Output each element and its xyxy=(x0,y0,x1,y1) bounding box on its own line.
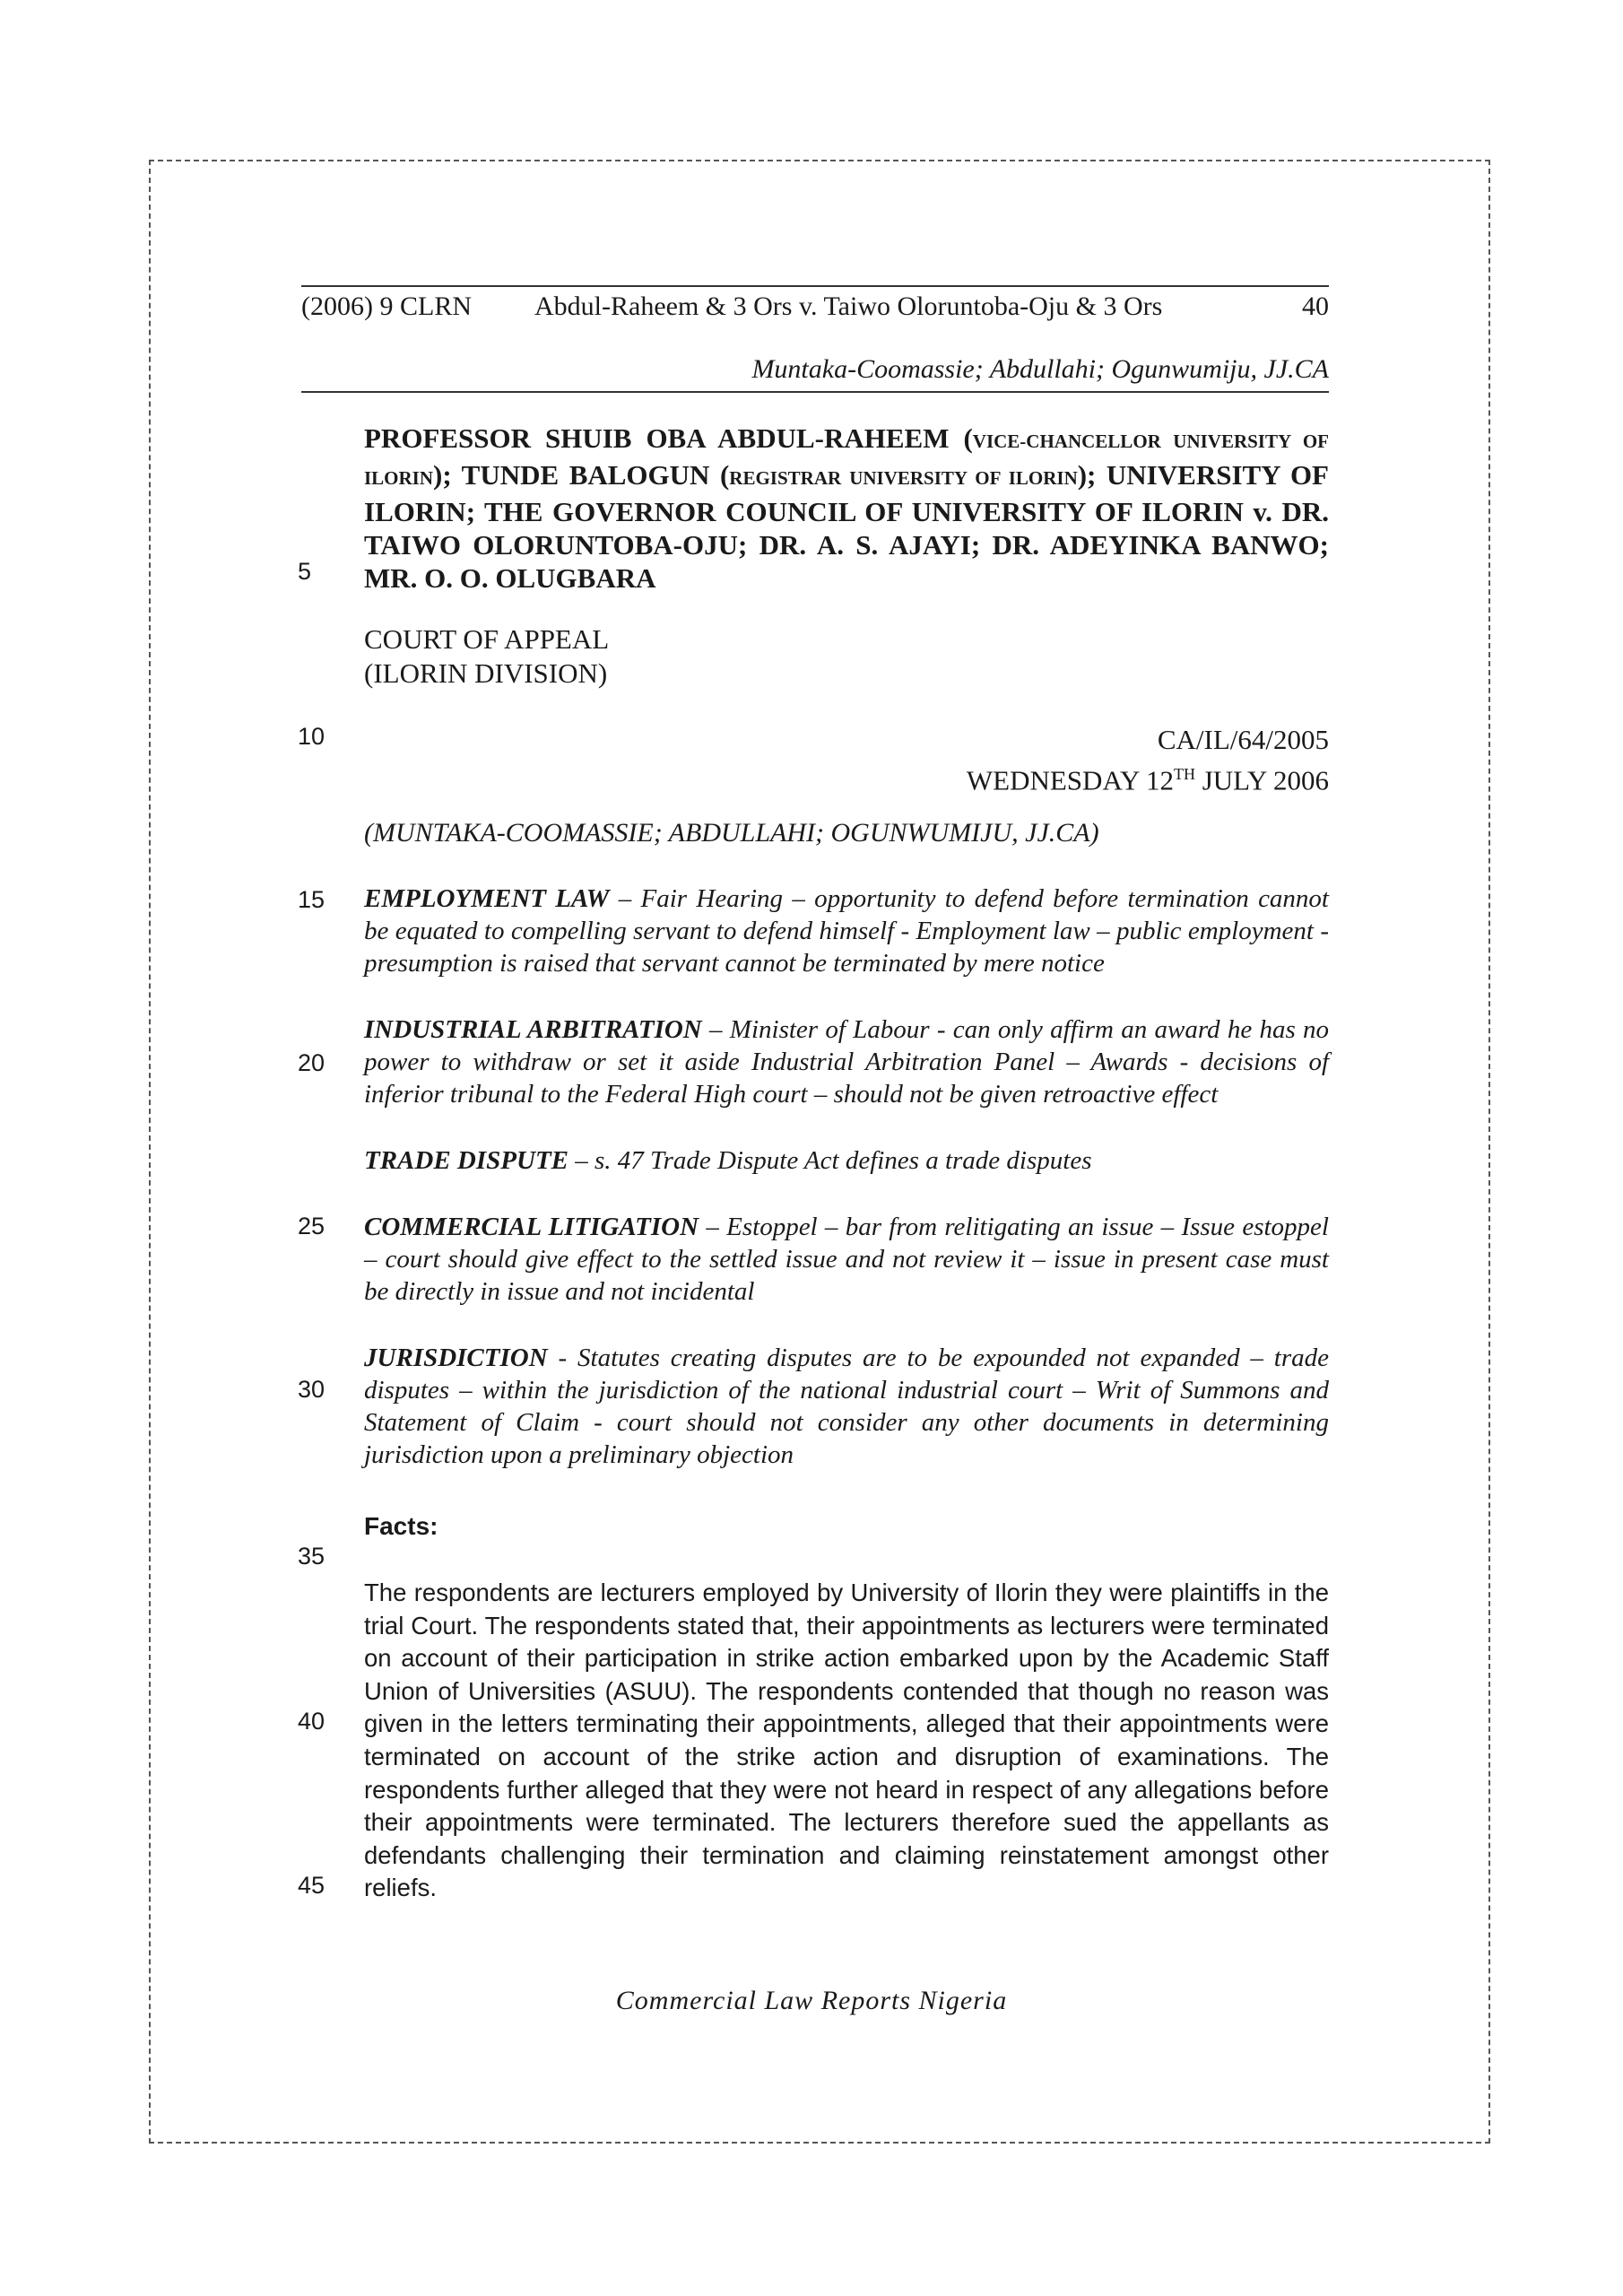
case-number: CA/IL/64/2005 xyxy=(1157,724,1329,755)
topic-heading: COMMERCIAL LITIGATION xyxy=(364,1213,699,1241)
line-number: 45 xyxy=(298,1872,325,1899)
topic-heading: EMPLOYMENT LAW xyxy=(364,884,610,913)
topic-heading: TRADE DISPUTE xyxy=(364,1146,569,1175)
party-text: ); TUNDE BALOGUN ( xyxy=(433,459,730,491)
party-text: PROFESSOR SHUIB OBA ABDUL-RAHEEM ( xyxy=(364,422,973,454)
topic-text: - Statutes creating disputes are to be expounded not expanded – trade disputes – within the jurisdiction of the national industrial court – Writ of Summons and Statement of Claim - court should not consider any other documents in determining jurisdiction upon a preliminary objection xyxy=(364,1344,1329,1469)
line-number: 5 xyxy=(298,558,312,585)
topic-text: – s. 47 Trade Dispute Act defines a trade disputes xyxy=(568,1146,1092,1175)
topic-heading: JURISDICTION xyxy=(364,1344,548,1372)
catchword-topic xyxy=(364,1144,1329,1177)
header-rule-bottom xyxy=(301,391,1329,393)
coram: (MUNTAKA-COOMASSIE; ABDULLAHI; OGUNWUMIJU, JJ.CA) xyxy=(364,818,1099,848)
line-number: 10 xyxy=(298,723,325,750)
parties xyxy=(364,422,1329,595)
line-number: 25 xyxy=(298,1213,325,1239)
date-text: WEDNESDAY 12 xyxy=(966,764,1174,796)
line-number: 30 xyxy=(298,1376,325,1403)
running-header xyxy=(301,289,1329,325)
catchword-topic xyxy=(364,1013,1329,1110)
case-title: Abdul-Raheem & 3 Ors v. Taiwo Oloruntoba-Oju & 3 Ors xyxy=(534,291,1163,321)
citation: (2006) 9 CLRN xyxy=(301,291,472,321)
judges-line: Muntaka-Coomassie; Abdullahi; Ogunwumiju, JJ.CA xyxy=(751,354,1329,384)
facts-paragraph: The respondents are lecturers employed by University of Ilorin they were plaintiffs in the trial Court. The respondents stated that, their appointments as lecturers were terminated on account of their participation in strike action embarked upon by the Academic Staff Union of Universities (ASUU). The respondents contended that though no reason was given in the letters terminating their appointments, alleged that their appointments were terminated on account of the strike action and disruption of examinations. The respondents further alleged that they were not heard in respect of any allegations before their appointments were terminated. The lecturers therefore sued the appellants as defendants challenging their termination and claiming reinstatement amongst other reliefs. xyxy=(364,1578,1329,1902)
court-division: (ILORIN DIVISION) xyxy=(364,657,608,689)
court-block xyxy=(364,622,1329,691)
page-number: 40 xyxy=(1302,291,1329,321)
party-role: VICE-CHANCELLOR UNIVERSITY OF ILORIN xyxy=(364,430,1329,489)
header-rule-top xyxy=(301,285,1329,287)
topic-text: – Fair Hearing – opportunity to defend before termination cannot be equated to compelling servant to defend himself - Employment law – public employment - presumption is raised that servant cannot be terminated by mere notice xyxy=(364,884,1329,978)
date-text: JULY 2006 xyxy=(1194,764,1329,796)
party-text: ); UNIVERSITY OF ILORIN; THE GOVERNOR COUNCIL OF UNIVERSITY OF ILORIN v. DR. TAIWO OLORUNTOBA-OJU; DR. A. S. AJAYI; DR. ADEYINKA BANWO; MR. O. O. OLUGBARA xyxy=(364,459,1329,594)
party-role: REGISTRAR UNIVERSITY OF ILORIN xyxy=(729,467,1078,489)
date-suffix: TH xyxy=(1173,765,1195,783)
topic-text: – Minister of Labour - can only affirm an award he has no power to withdraw or set it aside Industrial Arbitration Panel – Awards - decisions of inferior tribunal to the Federal High court – should not be given retroactive effect xyxy=(364,1015,1329,1109)
catchword-topic xyxy=(364,883,1329,979)
topic-heading: INDUSTRIAL ARBITRATION xyxy=(364,1015,702,1044)
facts-heading: Facts: xyxy=(364,1512,438,1540)
court-name: COURT OF APPEAL xyxy=(364,623,610,655)
line-number: 15 xyxy=(298,886,325,913)
judgment-date xyxy=(364,757,1329,797)
line-number: 40 xyxy=(298,1708,325,1735)
catchword-topic xyxy=(364,1342,1329,1471)
catchword-topic xyxy=(364,1211,1329,1308)
page-footer: Commercial Law Reports Nigeria xyxy=(615,1986,1008,2015)
line-number: 20 xyxy=(298,1049,325,1076)
topic-text: – Estoppel – bar from relitigating an issue – Issue estoppel – court should give effect to the settled issue and not review it – issue in present case must be directly in issue and not incidental xyxy=(364,1213,1329,1306)
case-info xyxy=(364,723,1329,797)
line-number: 35 xyxy=(298,1543,325,1570)
